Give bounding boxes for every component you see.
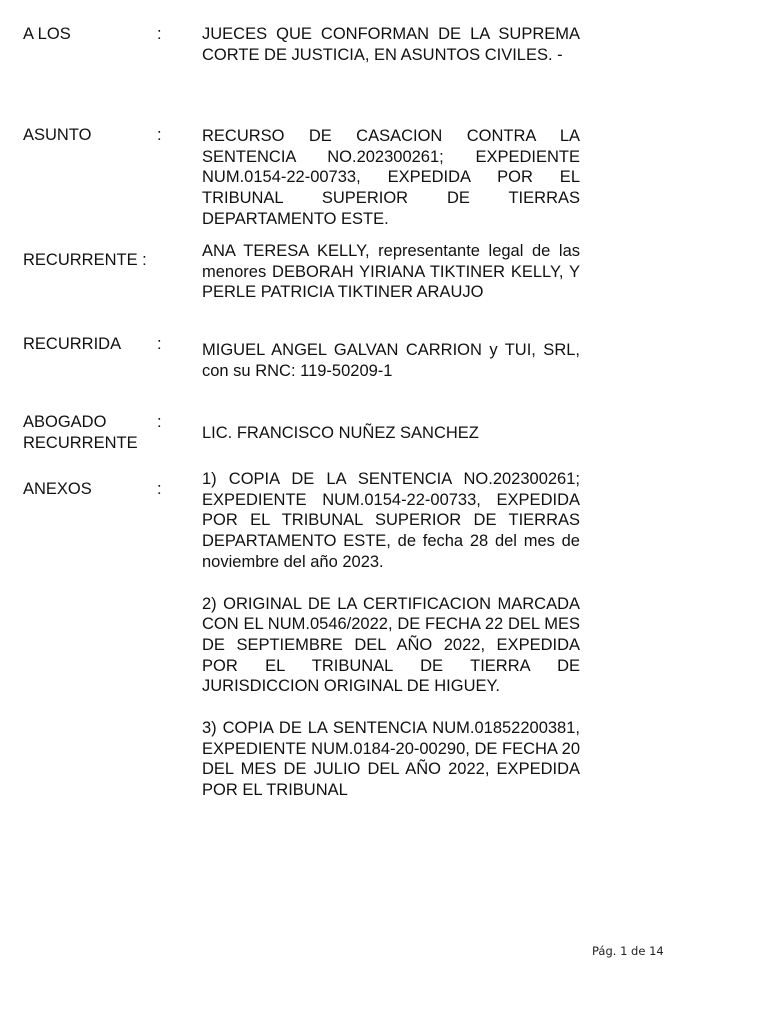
anexos-list [202, 469, 580, 836]
field-label-a-los: A LOS [23, 25, 71, 43]
field-value-recurrida: MIGUEL ANGEL GALVAN CARRION y TUI, SRL, con su RNC: 119-50209-1 [202, 341, 580, 380]
anexo-item-3: 3) COPIA DE LA SENTENCIA NUM.01852200381, EXPEDIENTE NUM.0184-20-00290, DE FECHA 20 DEL MES DE JULIO DEL AÑO 2022, EXPEDIDA POR EL TRIBUNAL [202, 719, 580, 800]
field-value-recurrente: ANA TERESA KELLY, representante legal de las menores DEBORAH YIRIANA TIKTINER KELLY, Y PERLE PATRICIA TIKTINER ARAUJO [202, 242, 580, 302]
field-colon-abogado: : [157, 413, 162, 431]
field-colon-a-los: : [157, 25, 162, 43]
page-number: Pág. 1 de 14 [592, 944, 664, 958]
field-value-a-los: JUECES QUE CONFORMAN DE LA SUPREMA CORTE DE JUSTICIA, EN ASUNTOS CIVILES. - [202, 25, 580, 64]
field-label-abogado-line1: ABOGADO [23, 413, 107, 431]
field-label-recurrente: RECURRENTE : [23, 251, 147, 269]
field-value-abogado: LIC. FRANCISCO NUÑEZ SANCHEZ [202, 424, 479, 442]
field-colon-recurrida: : [157, 335, 162, 353]
field-colon-anexos: : [157, 480, 162, 498]
field-label-recurrida: RECURRIDA [23, 335, 122, 353]
field-value-asunto: RECURSO DE CASACION CONTRA LA SENTENCIA NO.202300261; EXPEDIENTE NUM.0154-22-00733, EXPEDIDA POR EL TRIBUNAL SUPERIOR DE TIERRAS DEPARTAMENTO ESTE. [202, 127, 580, 228]
field-label-abogado-line2: RECURRENTE [23, 434, 138, 452]
anexo-item-1: 1) COPIA DE LA SENTENCIA NO.202300261; EXPEDIENTE NUM.0154-22-00733, EXPEDIDA POR EL TRIBUNAL SUPERIOR DE TIERRAS DEPARTAMENTO ESTE, de fecha 28 del mes de noviembre del año 2023. [202, 470, 580, 571]
field-colon-asunto: : [157, 126, 162, 144]
anexo-item-2: 2) ORIGINAL DE LA CERTIFICACION MARCADA CON EL NUM.0546/2022, DE FECHA 22 DEL MES DE SEPTIEMBRE DEL AÑO 2022, EXPEDIDA POR EL TRIBUNAL DE TIERRA DE JURISDICCION ORIGINAL DE HIGUEY. [202, 594, 580, 696]
field-label-asunto: ASUNTO [23, 126, 92, 144]
field-label-anexos: ANEXOS [23, 480, 92, 498]
